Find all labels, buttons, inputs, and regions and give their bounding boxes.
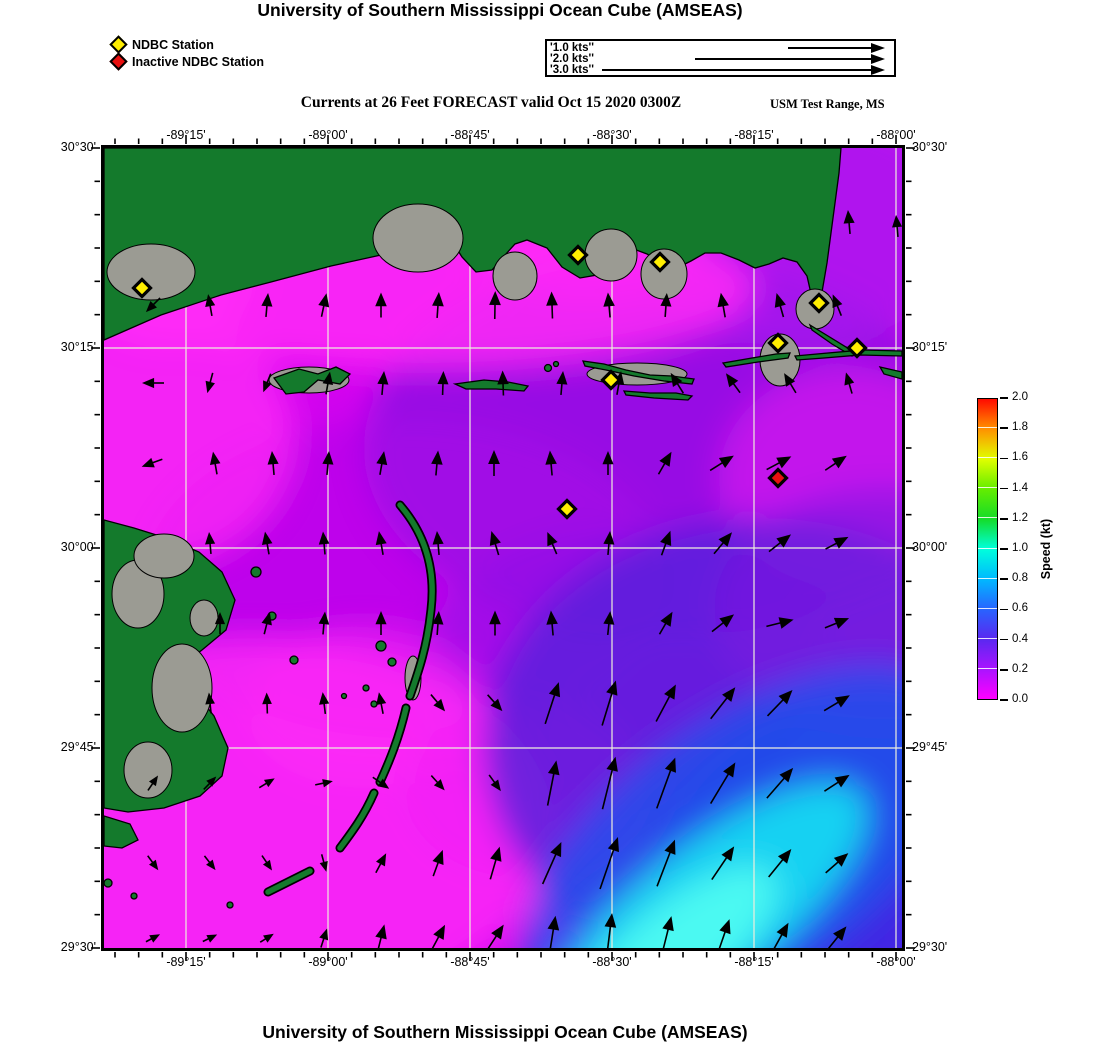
- colorbar-segment-line: [978, 638, 997, 639]
- colorbar-tick-label: 1.8: [1012, 421, 1028, 434]
- forecast-subtitle: Currents at 26 Feet FORECAST valid Oct 15 2020 0300Z: [300, 94, 682, 111]
- colorbar-tick: [1000, 458, 1008, 460]
- speed-colorbar: [977, 398, 998, 700]
- station-legend: [110, 36, 264, 70]
- colorbar-segment-line: [978, 487, 997, 488]
- legend-label: NDBC Station: [132, 37, 214, 52]
- lat-label-left: 29°30': [60, 940, 96, 954]
- colorbar-segment-line: [978, 548, 997, 549]
- colorbar-segment-line: [978, 668, 997, 669]
- lon-label-top: -88°00': [876, 128, 916, 142]
- delta-marsh: [152, 644, 212, 732]
- colorbar-tick: [1000, 699, 1008, 701]
- colorbar-segment-line: [978, 457, 997, 458]
- scale-arrow-line: [602, 69, 872, 71]
- scale-row: [547, 42, 894, 53]
- lon-label-bottom: -89°15': [166, 955, 206, 969]
- colorbar-tick-label: 1.2: [1012, 511, 1028, 524]
- lon-label-top: -88°30': [592, 128, 632, 142]
- colorbar-segment-line: [978, 517, 997, 518]
- lon-label-top: -89°00': [308, 128, 348, 142]
- lat-label-right: 29°45': [912, 740, 948, 754]
- lat-label-left: 30°15': [60, 340, 96, 354]
- lat-label-left: 29°45': [60, 740, 96, 754]
- page-title: University of Southern Mississippi Ocean Cube (AMSEAS): [257, 0, 743, 20]
- legend-item: [110, 36, 264, 53]
- lon-label-top: -88°45': [450, 128, 490, 142]
- islet: [227, 902, 233, 908]
- biloxi-bay-marsh: [493, 252, 537, 300]
- colorbar-tick: [1000, 548, 1008, 550]
- vector-scale-box: [545, 39, 896, 77]
- footer-title: University of Southern Mississippi Ocean Cube (AMSEAS): [262, 1022, 748, 1042]
- islet: [290, 656, 298, 664]
- scale-arrowhead-icon: [871, 65, 885, 75]
- scale-arrowhead-icon: [871, 54, 885, 64]
- lon-label-top: -89°15': [166, 128, 206, 142]
- colorbar-title: Speed (kt): [1039, 518, 1053, 580]
- lon-label-bottom: -88°45': [450, 955, 490, 969]
- islet: [131, 893, 137, 899]
- islet: [388, 658, 396, 666]
- colorbar-tick-label: 0.0: [1012, 693, 1028, 705]
- islet: [371, 701, 377, 707]
- colorbar-tick: [1000, 397, 1008, 399]
- colorbar-tick: [1000, 578, 1008, 580]
- lat-label-right: 30°15': [912, 340, 948, 354]
- delta-marsh: [190, 600, 218, 636]
- islet: [251, 567, 261, 577]
- colorbar-segment-line: [978, 608, 997, 609]
- colorbar-tick-label: 0.6: [1012, 602, 1028, 615]
- islet: [545, 365, 552, 372]
- colorbar-tick-label: 0.4: [1012, 632, 1028, 645]
- islet: [554, 362, 559, 367]
- colorbar-tick: [1000, 639, 1008, 641]
- scale-label: '1.0 kts'': [550, 42, 595, 54]
- scale-arrowhead-icon: [871, 43, 885, 53]
- islet: [376, 641, 386, 651]
- colorbar-tick-label: 1.6: [1012, 451, 1028, 464]
- scale-arrow-line: [788, 47, 872, 49]
- colorbar-segment-line: [978, 578, 997, 579]
- colorbar-tick: [1000, 427, 1008, 429]
- islet: [363, 685, 369, 691]
- colorbar-tick: [1000, 669, 1008, 671]
- st-louis-bay-marsh: [373, 204, 463, 272]
- lat-label-left: 30°30': [60, 140, 96, 154]
- lon-label-bottom: -88°15': [734, 955, 774, 969]
- islet: [104, 879, 112, 887]
- legend-label: Inactive NDBC Station: [132, 54, 264, 69]
- bay-st-louis-marsh: [107, 244, 195, 300]
- colorbar-tick-label: 1.4: [1012, 481, 1028, 494]
- lon-label-top: -88°15': [734, 128, 774, 142]
- colorbar-tick: [1000, 609, 1008, 611]
- colorbar-tick-label: 0.8: [1012, 572, 1028, 585]
- lat-label-right: 30°00': [912, 540, 948, 554]
- colorbar-tick-label: 2.0: [1012, 391, 1028, 403]
- lat-label-left: 30°00': [60, 540, 96, 554]
- region-label: USM Test Range, MS: [770, 97, 885, 111]
- delta-marsh: [134, 534, 194, 578]
- lat-label-right: 30°30': [912, 140, 948, 154]
- lat-label-right: 29°30': [912, 940, 948, 954]
- colorbar-tick: [1000, 488, 1008, 490]
- scale-label: '2.0 kts'': [550, 53, 595, 65]
- colorbar-tick-label: 0.2: [1012, 662, 1028, 675]
- map-frame: [101, 145, 905, 951]
- station-diamond-icon: [109, 52, 127, 70]
- lon-label-bottom: -88°30': [592, 955, 632, 969]
- lon-label-bottom: -89°00': [308, 955, 348, 969]
- colorbar-tick-label: 1.0: [1012, 542, 1028, 554]
- colorbar-segment-line: [978, 427, 997, 428]
- lon-label-bottom: -88°00': [876, 955, 916, 969]
- scale-row: [547, 64, 894, 75]
- station-diamond-icon: [109, 35, 127, 53]
- legend-item: [110, 53, 264, 70]
- islet: [342, 694, 347, 699]
- map-canvas: [104, 148, 902, 948]
- pascagoula-marsh-west: [585, 229, 637, 281]
- colorbar-tick: [1000, 518, 1008, 520]
- scale-arrow-line: [695, 58, 872, 60]
- scale-label: '3.0 kts'': [550, 64, 595, 76]
- scale-row: [547, 53, 894, 64]
